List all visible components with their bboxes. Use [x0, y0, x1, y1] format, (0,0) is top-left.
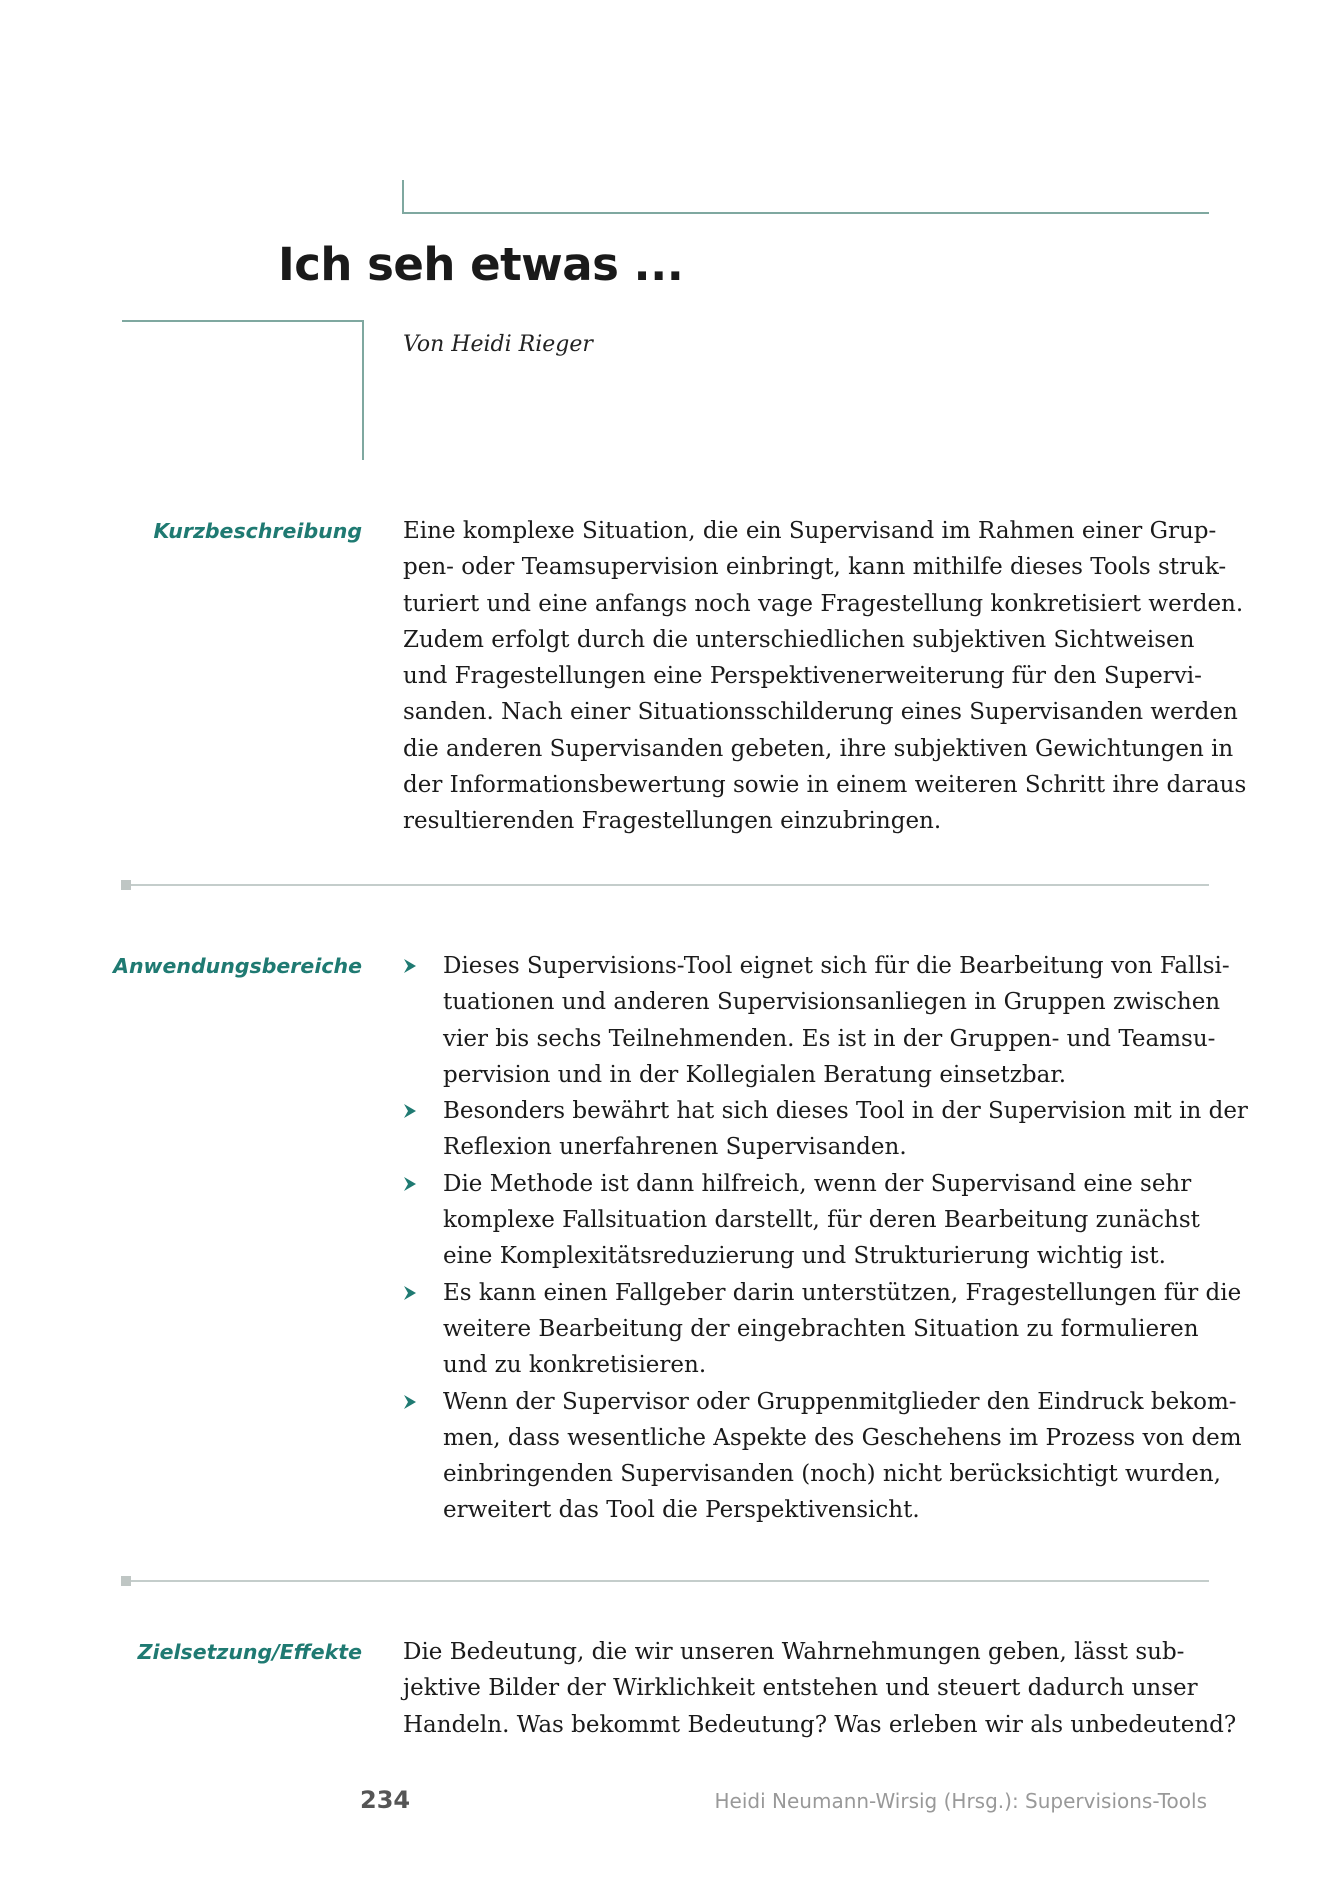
kurzbeschreibung-text [403, 513, 1247, 840]
text-line: men, dass wesentliche Aspekte des Geschehens im Prozess von dem [443, 1424, 1242, 1451]
page-number: 234 [360, 1786, 411, 1814]
text-line: komplexe Fallsituation darstellt, für deren Bearbeitung zunächst [443, 1207, 1200, 1234]
text-line: weitere Bearbeitung der eingebrachten Situation zu formulieren [443, 1315, 1199, 1342]
list-item [403, 1166, 1213, 1275]
text-line: der Informationsbewertung sowie in einem weiteren Schritt ihre daraus [403, 772, 1247, 799]
chevron-right-icon [403, 1177, 417, 1191]
text-line: eine Komplexitätsreduzierung und Strukturierung wichtig ist. [443, 1243, 1166, 1270]
text-line: tuationen und anderen Supervisionsanliegen in Gruppen zwischen [443, 989, 1221, 1016]
text-line: die anderen Supervisanden gebeten, ihre subjektiven Gewichtungen in [403, 735, 1234, 762]
text-line: jektive Bilder der Wirklichkeit entstehen und steuert dadurch unser [403, 1675, 1198, 1702]
chevron-right-icon [403, 959, 417, 973]
text-line: Die Methode ist dann hilfreich, wenn der Supervisand eine sehr [443, 1170, 1192, 1197]
author-line: Von Heidi Rieger [403, 332, 593, 357]
top-frame-vertical [402, 180, 404, 214]
section-label-anwendungsbereiche: Anwendungsbereiche [113, 954, 362, 978]
footer-credit: Heidi Neumann-Wirsig (Hrsg.): Supervisions-Tools [714, 1789, 1207, 1813]
chevron-right-icon [403, 1395, 417, 1409]
text-line: einbringenden Supervisanden (noch) nicht berücksichtigt wurden, [443, 1461, 1221, 1488]
section-label-zielsetzung: Zielsetzung/Effekte [137, 1640, 362, 1664]
text-line: sanden. Nach einer Situationsschilderung eines Supervisanden werden [403, 699, 1238, 726]
divider-marker [121, 880, 131, 890]
list-item [403, 1384, 1242, 1529]
text-line: Es kann einen Fallgeber darin unterstützen, Fragestellungen für die [443, 1279, 1242, 1306]
section-label-kurzbeschreibung: Kurzbeschreibung [153, 519, 362, 543]
text-line: turiert und eine anfangs noch vage Fragestellung konkretisiert werden. [403, 590, 1244, 617]
text-line: und Fragestellungen eine Perspektivenerweiterung für den Supervi- [403, 663, 1202, 690]
divider-marker [121, 1576, 131, 1586]
list-item [403, 1093, 1248, 1166]
page-title: Ich seh etwas ... [278, 238, 684, 291]
text-line: pen- oder Teamsupervision einbringt, kann mithilfe dieses Tools struk- [403, 554, 1227, 581]
author-frame-horizontal [122, 320, 364, 322]
section-divider [131, 1580, 1209, 1582]
text-line: Dieses Supervisions-Tool eignet sich für die Bearbeitung von Fallsi- [443, 953, 1230, 979]
anwendungsbereiche-list [403, 948, 1248, 1529]
text-line: Besonders bewährt hat sich dieses Tool in der Supervision mit in der [443, 1098, 1248, 1125]
zielsetzung-text [403, 1634, 1237, 1743]
text-line: resultierenden Fragestellungen einzubringen. [403, 808, 942, 835]
text-line: erweitert das Tool die Perspektivensicht. [443, 1497, 920, 1524]
chevron-right-icon [403, 1104, 417, 1118]
text-line: Zudem erfolgt durch die unterschiedlichen subjektiven Sichtweisen [403, 626, 1195, 653]
text-line: Die Bedeutung, die wir unseren Wahrnehmungen geben, lässt sub- [403, 1639, 1185, 1665]
text-line: Handeln. Was bekommt Bedeutung? Was erleben wir als unbedeutend? [403, 1711, 1237, 1738]
text-line: und zu konkretisieren. [443, 1352, 707, 1379]
chevron-right-icon [403, 1286, 417, 1300]
author-frame-vertical [362, 320, 364, 460]
text-line: vier bis sechs Teilnehmenden. Es ist in der Gruppen- und Teamsu- [443, 1025, 1216, 1052]
text-line: Eine komplexe Situation, die ein Supervisand im Rahmen einer Grup- [403, 518, 1217, 544]
text-line: Reflexion unerfahrenen Supervisanden. [443, 1134, 907, 1161]
text-line: Wenn der Supervisor oder Gruppenmitglieder den Eindruck bekom- [443, 1388, 1237, 1415]
section-divider [131, 884, 1209, 886]
top-frame-horizontal [402, 212, 1209, 214]
text-line: pervision und in der Kollegialen Beratung einsetzbar. [443, 1061, 1067, 1088]
list-item [403, 1275, 1242, 1384]
list-item [403, 948, 1230, 1093]
